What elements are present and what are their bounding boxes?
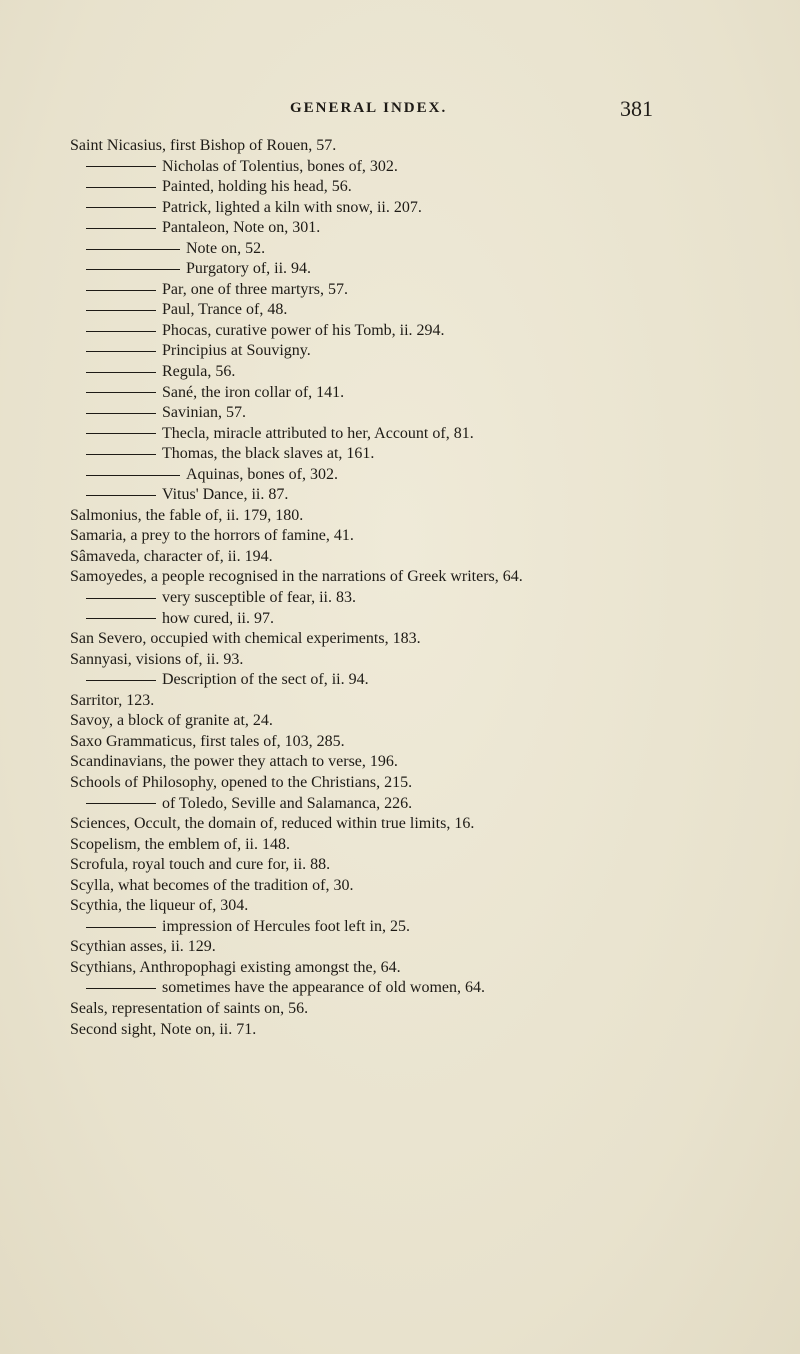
index-entry bbox=[70, 978, 770, 999]
index-entry bbox=[70, 526, 770, 547]
index-entry-text: Regula, 56. bbox=[162, 363, 236, 381]
index-entry bbox=[70, 383, 770, 404]
ditto-dash bbox=[86, 618, 156, 619]
index-entry-text: Sané, the iron collar of, 141. bbox=[162, 383, 345, 401]
index-entry bbox=[70, 300, 770, 321]
index-entry bbox=[70, 424, 770, 445]
ditto-dash bbox=[86, 351, 156, 352]
index-entry-text: Savoy, a block of granite at, 24. bbox=[70, 712, 273, 730]
index-entry-text: Scrofula, royal touch and cure for, ii. 88. bbox=[70, 856, 331, 874]
index-entry-text: Samaria, a prey to the horrors of famine, 41. bbox=[70, 527, 354, 545]
index-entry-text: Par, one of three martyrs, 57. bbox=[162, 280, 348, 298]
index-entry bbox=[70, 444, 770, 465]
index-entry bbox=[70, 814, 770, 835]
index-entry bbox=[70, 999, 770, 1020]
ditto-dash bbox=[86, 228, 156, 229]
ditto-dash bbox=[86, 187, 156, 188]
index-entry bbox=[70, 465, 770, 486]
ditto-dash bbox=[86, 454, 156, 455]
index-entry bbox=[70, 609, 770, 630]
index-entry-text: Thomas, the black slaves at, 161. bbox=[162, 445, 375, 463]
index-entry-text: Seals, representation of saints on, 56. bbox=[70, 999, 309, 1017]
ditto-dash bbox=[86, 988, 156, 989]
index-entry bbox=[70, 198, 770, 219]
ditto-dash bbox=[86, 392, 156, 393]
index-entry-text: Sarritor, 123. bbox=[70, 691, 155, 709]
index-entry bbox=[70, 1020, 770, 1041]
index-entry bbox=[70, 239, 770, 260]
index-entry-text: Pantaleon, Note on, 301. bbox=[162, 219, 321, 237]
index-entry bbox=[70, 958, 770, 979]
index-entry bbox=[70, 177, 770, 198]
index-entry bbox=[70, 732, 770, 753]
index-entry-text: Nicholas of Tolentius, bones of, 302. bbox=[162, 157, 398, 175]
index-list bbox=[70, 136, 770, 1040]
index-entry-text: Salmonius, the fable of, ii. 179, 180. bbox=[70, 506, 304, 524]
index-entry-text: Scylla, what becomes of the tradition of, 30. bbox=[70, 876, 354, 894]
index-entry bbox=[70, 629, 770, 650]
ditto-dash bbox=[86, 475, 180, 476]
index-entry bbox=[70, 157, 770, 178]
index-entry-text: Sâmaveda, character of, ii. 194. bbox=[70, 547, 273, 565]
ditto-dash bbox=[86, 433, 156, 434]
index-entry-text: very susceptible of fear, ii. 83. bbox=[162, 589, 356, 607]
index-entry bbox=[70, 136, 770, 157]
index-entry-text: Paul, Trance of, 48. bbox=[162, 301, 288, 319]
ditto-dash bbox=[86, 207, 156, 208]
index-entry bbox=[70, 794, 770, 815]
index-entry-text: Aquinas, bones of, 302. bbox=[186, 465, 338, 483]
index-entry bbox=[70, 588, 770, 609]
ditto-dash bbox=[86, 269, 180, 270]
ditto-dash bbox=[86, 598, 156, 599]
ditto-dash bbox=[86, 166, 156, 167]
index-entry bbox=[70, 259, 770, 280]
ditto-dash bbox=[86, 290, 156, 291]
ditto-dash bbox=[86, 310, 156, 311]
index-entry bbox=[70, 321, 770, 342]
index-entry bbox=[70, 896, 770, 917]
index-entry-text: Savinian, 57. bbox=[162, 404, 246, 422]
index-entry bbox=[70, 835, 770, 856]
page-number: 381 bbox=[620, 96, 653, 121]
index-entry-text: Note on, 52. bbox=[186, 239, 266, 257]
index-entry bbox=[70, 917, 770, 938]
index-entry bbox=[70, 403, 770, 424]
index-entry-text: Scopelism, the emblem of, ii. 148. bbox=[70, 835, 290, 853]
index-entry bbox=[70, 670, 770, 691]
index-entry-text: Thecla, miracle attributed to her, Account of, 81. bbox=[162, 424, 474, 442]
index-entry-text: Sannyasi, visions of, ii. 93. bbox=[70, 650, 244, 668]
index-entry-text: Principius at Souvigny. bbox=[162, 342, 311, 360]
index-entry-text: Scythia, the liqueur of, 304. bbox=[70, 897, 249, 915]
index-entry-text: Saint Nicasius, first Bishop of Rouen, 57. bbox=[70, 137, 337, 154]
index-entry-text: Saxo Grammaticus, first tales of, 103, 285. bbox=[70, 732, 345, 750]
index-entry bbox=[70, 485, 770, 506]
index-entry bbox=[70, 876, 770, 897]
index-entry-text: Scythian asses, ii. 129. bbox=[70, 938, 216, 956]
index-entry-text: Painted, holding his head, 56. bbox=[162, 178, 352, 196]
index-entry bbox=[70, 506, 770, 527]
index-entry-text: Description of the sect of, ii. 94. bbox=[162, 671, 369, 689]
ditto-dash bbox=[86, 927, 156, 928]
ditto-dash bbox=[86, 331, 156, 332]
index-entry bbox=[70, 341, 770, 362]
ditto-dash bbox=[86, 372, 156, 373]
index-entry-text: Sciences, Occult, the domain of, reduced within true limits, 16. bbox=[70, 815, 475, 833]
ditto-dash bbox=[86, 249, 180, 250]
index-entry-text: San Severo, occupied with chemical experiments, 183. bbox=[70, 630, 421, 648]
index-entry bbox=[70, 773, 770, 794]
ditto-dash bbox=[86, 495, 156, 496]
index-entry-text: sometimes have the appearance of old women, 64. bbox=[162, 979, 485, 997]
index-entry bbox=[70, 937, 770, 958]
index-entry-text: Scythians, Anthropophagi existing amongst the, 64. bbox=[70, 958, 401, 976]
index-entry bbox=[70, 218, 770, 239]
index-entry bbox=[70, 752, 770, 773]
index-entry-text: Vitus' Dance, ii. 87. bbox=[162, 486, 289, 504]
running-head: GENERAL INDEX. bbox=[290, 100, 448, 116]
index-entry-text: Samoyedes, a people recognised in the narrations of Greek writers, 64. bbox=[70, 568, 523, 586]
index-entry bbox=[70, 547, 770, 568]
index-entry bbox=[70, 691, 770, 712]
index-entry-text: impression of Hercules foot left in, 25. bbox=[162, 917, 410, 935]
index-entry bbox=[70, 711, 770, 732]
ditto-dash bbox=[86, 680, 156, 681]
index-entry bbox=[70, 855, 770, 876]
index-entry-text: Phocas, curative power of his Tomb, ii. 294. bbox=[162, 321, 445, 339]
index-entry bbox=[70, 362, 770, 383]
index-entry-text: how cured, ii. 97. bbox=[162, 609, 274, 627]
ditto-dash bbox=[86, 413, 156, 414]
index-entry-text: Scandinavians, the power they attach to verse, 196. bbox=[70, 753, 398, 771]
index-entry-text: Second sight, Note on, ii. 71. bbox=[70, 1020, 257, 1038]
index-entry bbox=[70, 567, 770, 588]
index-entry bbox=[70, 280, 770, 301]
index-entry-text: of Toledo, Seville and Salamanca, 226. bbox=[162, 794, 413, 812]
ditto-dash bbox=[86, 803, 156, 804]
index-entry-text: Schools of Philosophy, opened to the Christians, 215. bbox=[70, 773, 413, 791]
index-entry-text: Patrick, lighted a kiln with snow, ii. 207. bbox=[162, 198, 422, 216]
index-entry bbox=[70, 650, 770, 671]
index-entry-text: Purgatory of, ii. 94. bbox=[186, 260, 312, 278]
